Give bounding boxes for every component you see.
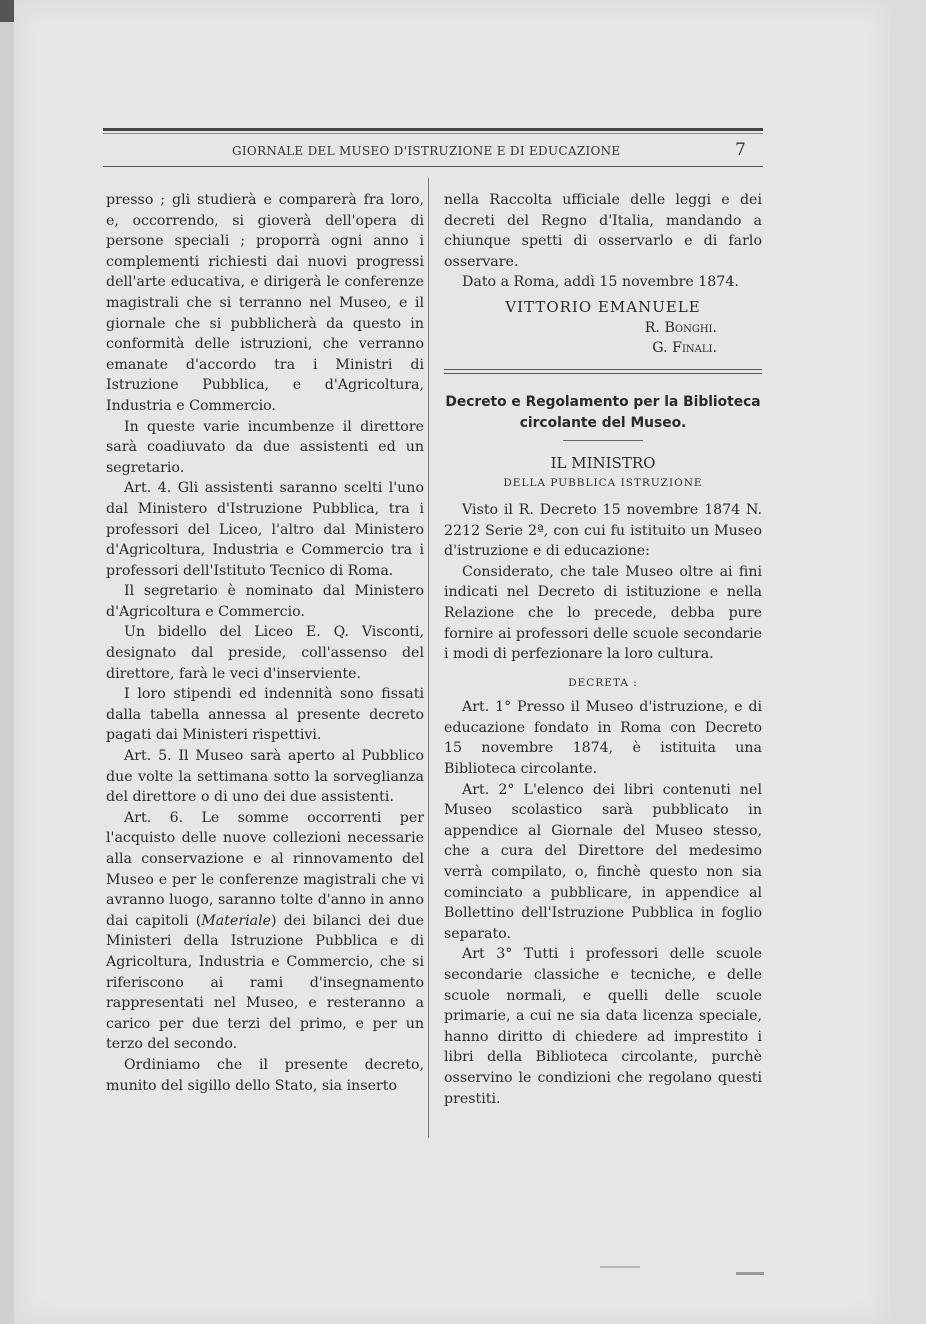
paragraph-art-1: Art. 1° Presso il Museo d'istruzione, e di educazione fondato in Roma con Decreto 15 novembre 1874, è istituita una Biblioteca circolante.: [444, 699, 762, 778]
scan-right-margin: [890, 0, 926, 1324]
paragraph-art-4: Art. 4. Gli assistenti saranno scelti l'uno dal Ministero d'Istruzione Pubblica, tra i professori del Liceo, l'altro dal Ministero d'Agricoltura, Industria e Commercio tra i professori dell'Istituto Tecnico di Roma.: [106, 480, 424, 579]
paragraph: I loro stipendi ed indennità sono fissati dalla tabella annessa al presente decreto pagati dai Ministeri rispettivi.: [106, 686, 424, 744]
section-double-rule: [444, 369, 762, 374]
date-line: Dato a Roma, addì 15 novembre 1874.: [462, 274, 739, 291]
minister-subtitle: DELLA PUBBLICA ISTRUZIONE: [503, 477, 703, 490]
left-column: [106, 190, 424, 1096]
paragraph: Il segretario è nominato dal Ministero d'Agricoltura e Commercio.: [106, 583, 424, 620]
paragraph-art-5: Art. 5. Il Museo sarà aperto al Pubblico due volte la settimana sotto la sorveglianza del direttore o di uno dei due assistenti.: [106, 748, 424, 806]
paragraph: Considerato, che tale Museo oltre ai fini indicati nel Decreto di istituzione e nella Relazione che lo precede, debba pure fornire ai professori delle scuole secondarie i modi di perfezionare la loro cultura.: [444, 563, 762, 663]
short-rule: [563, 440, 643, 441]
minister-title: IL MINISTRO: [550, 453, 656, 472]
paragraph: Visto il R. Decreto 15 novembre 1874 N. 2212 Serie 2ª, con cui fu istituito un Museo d'istruzione e di educazione:: [444, 501, 762, 560]
page-number: 7: [735, 140, 746, 160]
scan-artifact: [736, 1272, 764, 1275]
scan-artifact: [600, 1266, 640, 1268]
signer: R. Bonghi.: [644, 319, 717, 336]
paragraph: nella Raccolta ufficiale delle leggi e dei decreti del Regno d'Italia, mandando a chiunque spetti di osservarlo e di farlo osservare.: [444, 192, 762, 270]
text-run: ) dei bilanci dei due Ministeri della Istruzione Pubblica e di Agricoltura, Industria e Commercio, che si riferiscono ai rami d'insegnamento rappresentati nel Museo, e resteranno a carico per due terzi del primo, e per un terzo del secondo.: [106, 912, 424, 1053]
running-head: GIORNALE DEL MUSEO D'ISTRUZIONE E DI EDUCAZIONE: [232, 144, 621, 158]
italic-term: Materiale: [201, 912, 272, 929]
text-run: Art. 6. Le somme occorrenti per l'acquisto delle nuove collezioni necessarie alla conservazione e al rinnovamento del Museo e per le conferenze magistrali che vi avranno luogo, saranno tolte d'anno in anno dai capitoli (: [106, 809, 424, 929]
column-divider: [428, 178, 429, 1138]
paragraph: Un bidello del Liceo E. Q. Visconti, designato dal preside, coll'assenso del direttore, farà le veci d'inserviente.: [106, 624, 424, 682]
right-column: [444, 190, 762, 1109]
paragraph: Ordiniamo che il presente decreto, munito del sigillo dello Stato, sia inserto: [106, 1056, 424, 1094]
header-thin-rule: [103, 133, 763, 134]
paragraph-art-6: [106, 808, 424, 1055]
decreta-heading: DECRETA :: [568, 676, 638, 689]
paragraph-art-3: Art 3° Tutti i professori delle scuole secondarie classiche e tecniche, e delle scuole normali, e quelli delle scuole primarie, a cui ne sia data licenza speciale, hanno diritto di chiedere ad imprestito i libri della Biblioteca circolante, purchè osservino le condizioni che regolano questi prestiti.: [444, 946, 762, 1107]
signature-king: VITTORIO EMANUELE: [505, 297, 701, 316]
signer: G. Finali.: [652, 340, 717, 357]
paragraph: In queste varie incumbenze il direttore sarà coadiuvato da due assistenti ed un segretario.: [106, 418, 424, 476]
section-title: Decreto e Regolamento per la Biblioteca circolante del Museo.: [445, 393, 761, 431]
paragraph: presso ; gli studierà e comparerà fra loro, e, occorrendo, si gioverà dell'opera di persone speciali ; proporrà ogni anno i complementi richiesti dai nuovi progressi dell'arte educativa, e dirigerà le conferenze magistrali che si terranno nel Museo, e il giornale che si pubblicherà da questo in conformità delle istruzioni, che verranno emanate d'accordo tra i Ministri di Istruzione Pubblica, e d'Agricoltura, Industria e Commercio.: [106, 192, 424, 414]
header-bottom-rule: [103, 166, 763, 167]
paragraph-art-2: Art. 2° L'elenco dei libri contenuti nel Museo scolastico sarà pubblicato in appendice al Giornale del Museo stesso, che a cura del Direttore del medesimo verrà compilato, o, finchè questo non sia cominciato a pubblicare, in appendice al Bollettino dell'Istruzione Pubblica in foglio separato.: [444, 781, 762, 942]
scan-corner-mark: [0, 0, 14, 22]
header-thick-rule: [103, 128, 763, 131]
